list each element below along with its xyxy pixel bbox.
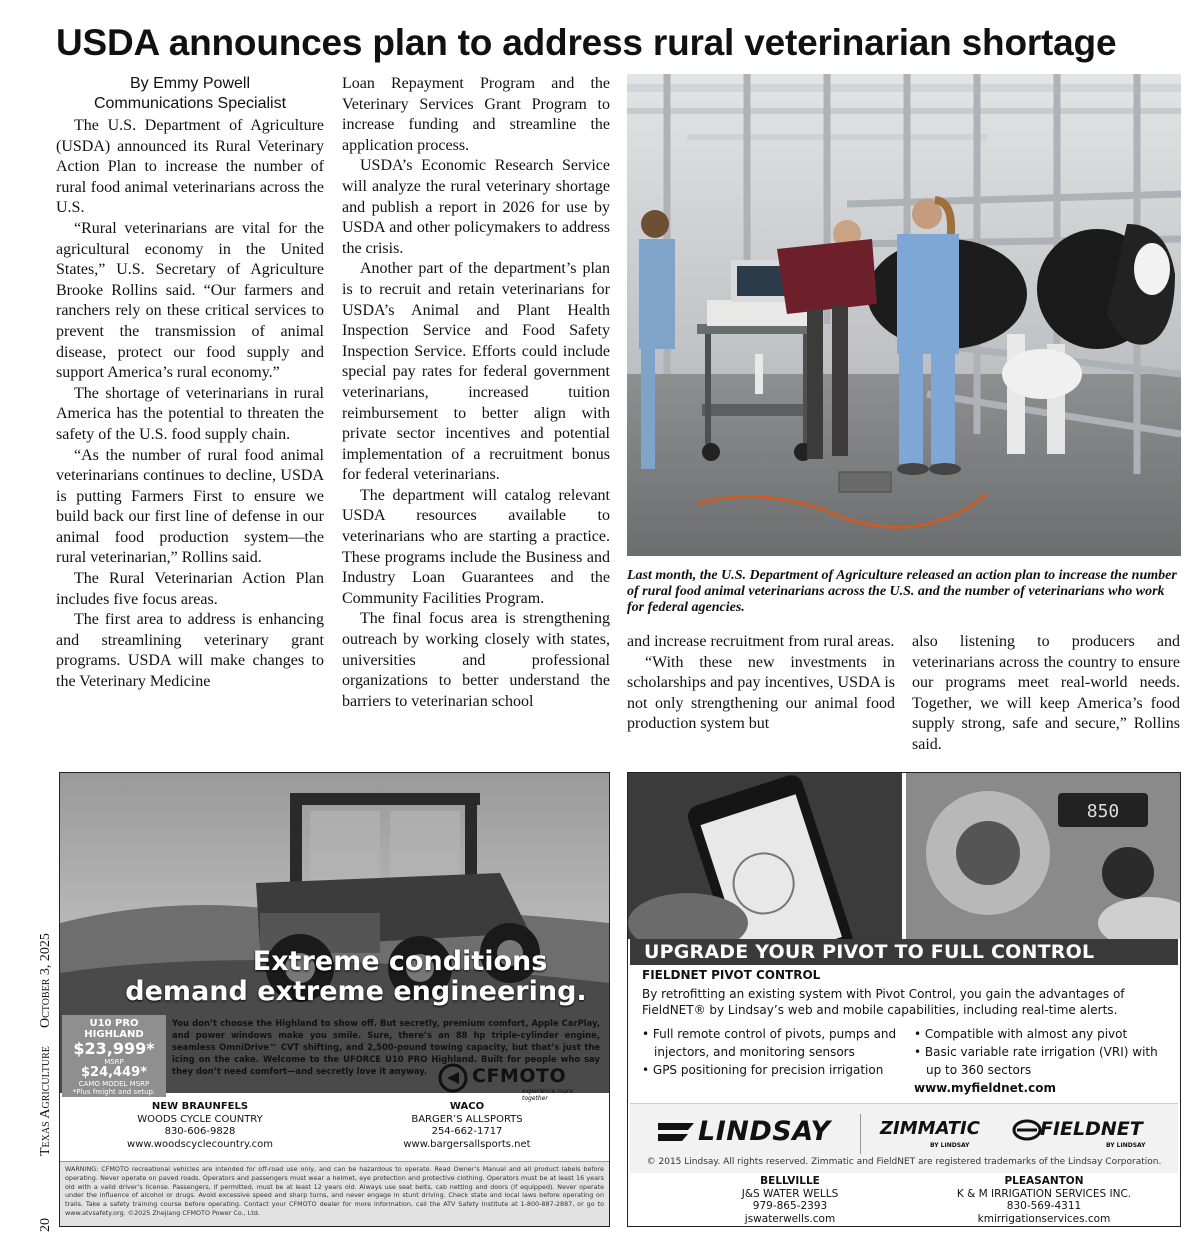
article-paragraph: The first area to address is enhancing and streamlining veterinary grant programs. USDA will make changes to the Veterinary Medicine <box>56 611 324 691</box>
byline-author: By Emmy Powell <box>129 75 251 92</box>
fieldnet-logo-icon <box>1012 1118 1042 1142</box>
dealer-name: BARGER’S ALLSPORTS <box>411 1113 523 1125</box>
article-photo <box>627 74 1181 556</box>
dealer-website: jswaterwells.com <box>744 1212 836 1225</box>
byline <box>56 74 324 114</box>
dealer-name: WOODS CYCLE COUNTRY <box>137 1113 263 1125</box>
fieldnet-product-photos <box>628 773 1180 939</box>
publication-name: Texas Agriculture <box>38 1046 53 1156</box>
dealer-city: PLEASANTON <box>1004 1175 1084 1187</box>
article-paragraph: USDA’s Economic Research Service will analyze the rural veterinary shortage and publish a report in 2026 for use by USDA and other policymakers to address the crisis. <box>342 157 610 257</box>
article-paragraph: also listening to producers and veterinarians across the country to ensure our programs meet real-world needs. Together, we will keep America’s food supply strong, safe and secure,” Rollins said. <box>912 633 1180 753</box>
article-paragraph: “Rural veterinarians are vital for the agricultural economy in the United States,” U.S. Secretary of Agriculture Brooke Rollins said. “Our farmers and ranchers rely on these critical services to prevent the transmission of animal disease, protect our food supply and support America’s rural economy.” <box>56 219 324 382</box>
dealer-bellville <box>670 1175 910 1225</box>
cfmoto-warning: WARNING: CFMOTO recreational vehicles are intended for off-road use only, and can be hazardous to operate. Read Owner’s Manual and all product labels before operating. Never operate on paved roads. Operators and passengers must wear a helmet, eye protection and protective clothing. Operators must be at least 16 years old with a valid driver’s license. Passengers, if permitted, must be at least 12 years old. Always use seat belts, cab netting and doors (if equipped). Never operate under the influence of alcohol or drugs. Avoid excessive speed and sharp turns, and never engage in stunt driving. Check state and local laws before operating on trails. Take a safety training course before operating. Contact your CFMOTO dealer for more information, call the ATV Safety Institute at 1-800-887-2887, or go to www.atvsafety.org. ©2025 Zhejiang CFMOTO Power Co., Ltd. <box>60 1161 609 1226</box>
cfmoto-emblem-icon <box>438 1063 468 1093</box>
cfmoto-tagline <box>125 946 610 1007</box>
page-number: 20 <box>38 1218 53 1232</box>
cfmoto-ad-copy: You don’t choose the Highland to show off. But secretly, premium comfort, Apple CarPlay, and power windows make you smile. Sure, there’s an 88 hp triple-cylinder engine, seamless OmniDrive™ CVT shifting, and 2,500-pound towing capacity, but that’s just the icing on the cake. Welcome to the UFORCE U10 PRO Highland. Built for people who say they don’t need comfort—and secretly love it anyway. <box>172 1018 600 1076</box>
page-folio <box>36 900 56 1240</box>
article-paragraph: Loan Repayment Program and the Veterinary Services Grant Program to increase funding and streamline the application process. <box>342 75 610 154</box>
dealer-city: WACO <box>449 1101 485 1112</box>
dealer-website: kmirrigationservices.com <box>977 1212 1111 1225</box>
dial-readout: 850 <box>1086 801 1120 822</box>
dealer-waco <box>347 1101 587 1151</box>
lindsay-intro: By retrofitting an existing system with Pivot Control, you gain the advantages of FieldNET® by Lindsay’s web and mobile capabilities, including real-time alerts. <box>642 987 1125 1017</box>
article-paragraph: The Rural Veterinarian Action Plan includes five focus areas. <box>56 570 324 608</box>
dealer-website: www.woodscyclecountry.com <box>127 1138 273 1150</box>
lindsay-logo: LINDSAY <box>698 1116 831 1147</box>
price-box <box>62 1015 166 1097</box>
price: $23,999* <box>73 1039 155 1058</box>
tagline-line-2: demand extreme engineering. <box>125 976 587 1007</box>
zimmatic-by-lindsay: BY LINDSAY <box>930 1142 970 1149</box>
barn-scene-illustration <box>627 74 1181 556</box>
dealer-name: K & M IRRIGATION SERVICES INC. <box>956 1187 1132 1200</box>
camo-price: $24,449* <box>80 1065 147 1080</box>
lindsay-advertisement <box>627 772 1181 1227</box>
headline: USDA announces plan to address rural veterinarian shortage <box>56 22 1117 63</box>
lindsay-headline: UPGRADE YOUR PIVOT TO FULL CONTROL <box>630 939 1178 965</box>
article-column-2 <box>342 74 610 712</box>
model-name: U10 PRO HIGHLAND <box>84 1018 144 1040</box>
article-column-4 <box>912 632 1180 756</box>
feature-item: • Full remote control of pivots, pumps and injectors, and monitoring sensors <box>642 1027 897 1059</box>
dealer-phone: 830-569-4311 <box>1006 1200 1082 1213</box>
article-paragraph: “As the number of rural food animal veterinarians continues to decline, USDA is putting Farmers First to ensure we build back our first line of defense in our animal food production system—the rural veterinarian,” Rollins said. <box>56 446 324 567</box>
fieldnet-website: www.myfieldnet.com <box>914 1081 1056 1095</box>
lindsay-subhead: FIELDNET PIVOT CONTROL <box>642 968 821 982</box>
dealer-phone: 830-606-9828 <box>164 1126 236 1138</box>
feature-item: • GPS positioning for precision irrigation <box>642 1063 884 1077</box>
byline-role: Communications Specialist <box>93 95 287 112</box>
freight-note: *Plus freight and setup. <box>72 1088 156 1096</box>
dealer-new-braunfels <box>80 1101 320 1151</box>
cfmoto-logo <box>436 1063 596 1103</box>
msrp-label: MSRP <box>104 1058 124 1066</box>
article-paragraph: “With these new investments in scholarships and pay incentives, USDA is not only strengthening our animal food production system but <box>627 653 895 733</box>
article-column-1 <box>56 74 324 693</box>
fieldnet-by-lindsay: BY LINDSAY <box>1106 1142 1146 1149</box>
fieldnet-logo: FIELDNET <box>1040 1118 1143 1140</box>
article-paragraph: The final focus area is strengthening outreach by working closely with states, universities and professional organizations to better understand the barriers to veterinarian school <box>342 610 610 710</box>
dealer-pleasanton <box>924 1175 1164 1225</box>
article-paragraph: The department will catalog relevant USDA resources available to veterinarians who are starting a practice. These programs include the Business and Industry Loan Guarantees and the Community Facilities Program. <box>342 486 610 607</box>
logo-divider <box>860 1114 861 1154</box>
article-paragraph: Another part of the department’s plan is to recruit and retain veterinarians for USDA’s Animal and Plant Health Inspection Service and Food Safety Inspection Service. Efforts could include special pay rates for federal government veterinarians, increased tuition reimbursement to better align with private sector incentives and potential implementation of a recruitment bonus for federal veterinarians. <box>342 260 610 484</box>
feature-item: • Basic variable rate irrigation (VRI) with up to 360 sectors <box>914 1045 1158 1077</box>
cfmoto-slogan: experience more together <box>522 1088 573 1102</box>
dealer-city: BELLVILLE <box>760 1175 820 1187</box>
feature-list-right <box>914 1025 1174 1079</box>
issue-date: October 3, 2025 <box>38 933 53 1028</box>
article-paragraph: and increase recruitment from rural areas. <box>627 633 895 650</box>
dealer-city: NEW BRAUNFELS <box>151 1101 249 1112</box>
cfmoto-advertisement <box>59 772 610 1227</box>
feature-list-left <box>642 1025 912 1079</box>
dealer-website: www.bargersallsports.net <box>403 1138 531 1150</box>
brand-logos <box>630 1103 1178 1173</box>
dealer-name: J&S WATER WELLS <box>741 1187 839 1200</box>
zimmatic-logo: ZIMMATIC <box>880 1118 980 1139</box>
feature-item: • Compatible with almost any pivot <box>914 1027 1128 1041</box>
camo-label: CAMO MODEL MSRP <box>78 1080 150 1088</box>
article-paragraph: The shortage of veterinarians in rural America has the potential to threaten the safety of the U.S. food supply chain. <box>56 384 324 443</box>
dealer-phone: 979-865-2393 <box>752 1200 828 1213</box>
tagline-line-1: Extreme conditions <box>252 946 548 977</box>
lindsay-logo-icon <box>658 1118 698 1148</box>
article-paragraph: The U.S. Department of Agriculture (USDA) announced its Rural Veterinary Action Plan to increase the number of rural food animal veterinarians across the U.S. <box>56 117 324 217</box>
lindsay-copyright: © 2015 Lindsay. All rights reserved. Zimmatic and FieldNET are registered trademarks of the Lindsay Corporation. <box>646 1157 1162 1167</box>
photo-caption: Last month, the U.S. Department of Agriculture released an action plan to increase the number of rural food animal veterinarians across the U.S. and the number of veterinarians who work for federal agencies. <box>627 568 1177 615</box>
cfmoto-brand: CFMOTO <box>472 1065 567 1087</box>
dealer-phone: 254-662-1717 <box>431 1126 503 1138</box>
article-column-3 <box>627 632 895 735</box>
